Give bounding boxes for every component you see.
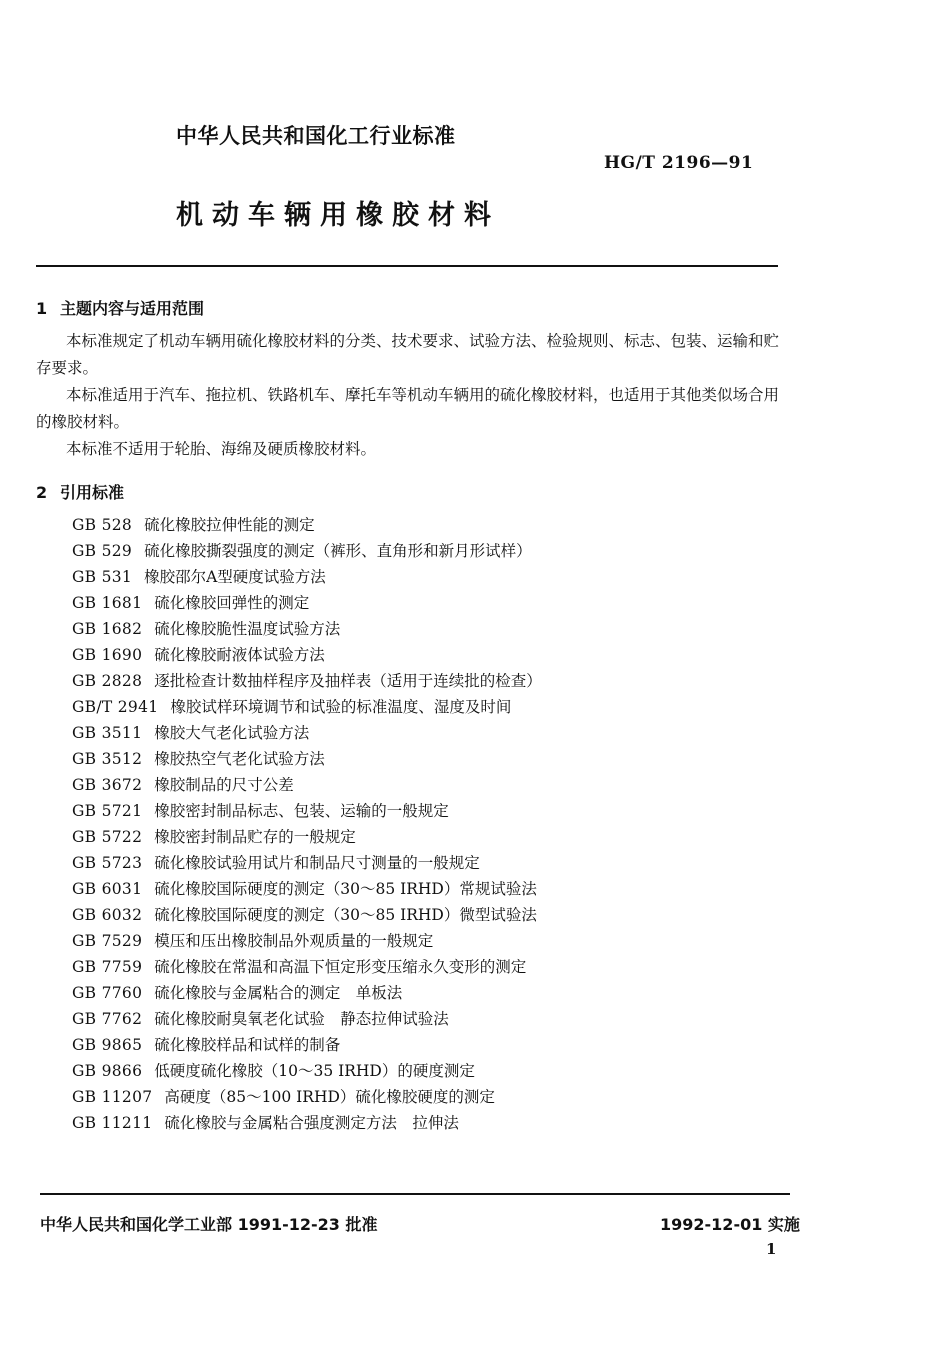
reference-title: 橡胶试样环境调节和试验的标准温度、湿度及时间 xyxy=(170,698,512,716)
section-1-paragraph-1: 本标准规定了机动车辆用硫化橡胶材料的分类、技术要求、试验方法、检验规则、标志、包装、运输和贮存要求。 xyxy=(36,332,780,377)
reference-item xyxy=(72,876,542,902)
reference-code: GB 11207 xyxy=(72,1088,153,1106)
reference-item xyxy=(72,538,542,564)
reference-title: 硫化橡胶耐臭氧老化试验 静态拉伸试验法 xyxy=(154,1010,449,1028)
reference-title: 高硬度（85～100 IRHD）硫化橡胶硬度的测定 xyxy=(164,1088,495,1106)
reference-code: GB 529 xyxy=(72,542,133,560)
reference-item xyxy=(72,720,542,746)
reference-item xyxy=(72,616,542,642)
reference-code: GB 6032 xyxy=(72,906,143,924)
reference-item xyxy=(72,850,542,876)
reference-title: 硫化橡胶试验用试片和制品尺寸测量的一般规定 xyxy=(154,854,480,872)
document-title: 机动车辆用橡胶材料 xyxy=(176,200,500,231)
reference-code: GB 3672 xyxy=(72,776,143,794)
reference-title: 逐批检查计数抽样程序及抽样表（适用于连续批的检查） xyxy=(154,672,542,690)
reference-code: GB 2828 xyxy=(72,672,143,690)
reference-code: GB 9865 xyxy=(72,1036,143,1054)
section-2-title: 引用标准 xyxy=(60,483,125,502)
reference-title: 硫化橡胶脆性温度试验方法 xyxy=(154,620,341,638)
reference-title: 硫化橡胶样品和试样的制备 xyxy=(154,1036,341,1054)
reference-title: 硫化橡胶在常温和高温下恒定形变压缩永久变形的测定 xyxy=(154,958,527,976)
reference-code: GB 7762 xyxy=(72,1010,143,1028)
reference-code: GB 5721 xyxy=(72,802,143,820)
reference-title: 橡胶热空气老化试验方法 xyxy=(154,750,325,768)
section-1-number: 1 xyxy=(36,299,48,318)
standard-name: 中华人民共和国化工行业标准 xyxy=(176,123,456,148)
reference-title: 硫化橡胶撕裂强度的测定（裤形、直角形和新月形试样） xyxy=(144,542,532,560)
reference-code: GB 1681 xyxy=(72,594,143,612)
header-divider xyxy=(36,265,778,267)
standard-code: HG/T 2196—91 xyxy=(604,153,754,173)
reference-title: 低硬度硫化橡胶（10～35 IRHD）的硬度测定 xyxy=(154,1062,475,1080)
footer-divider xyxy=(40,1193,790,1195)
section-1-paragraph-2: 本标准适用于汽车、拖拉机、铁路机车、摩托车等机动车辆用的硫化橡胶材料，也适用于其他类似场合用的橡胶材料。 xyxy=(36,386,780,431)
reference-item xyxy=(72,1006,542,1032)
reference-title: 橡胶密封制品标志、包装、运输的一般规定 xyxy=(154,802,449,820)
reference-list xyxy=(72,512,542,1136)
reference-title: 硫化橡胶拉伸性能的测定 xyxy=(144,516,315,534)
reference-item xyxy=(72,928,542,954)
reference-code: GB 3511 xyxy=(72,724,143,742)
reference-code: GB 7529 xyxy=(72,932,143,950)
reference-code: GB 531 xyxy=(72,568,133,586)
reference-code: GB 7759 xyxy=(72,958,143,976)
section-1-paragraph-3: 本标准不适用于轮胎、海绵及硬质橡胶材料。 xyxy=(66,440,377,458)
reference-item xyxy=(72,746,542,772)
reference-item xyxy=(72,668,542,694)
reference-code: GB/T 2941 xyxy=(72,698,159,716)
reference-code: GB 1682 xyxy=(72,620,143,638)
reference-title: 硫化橡胶回弹性的测定 xyxy=(154,594,310,612)
reference-code: GB 1690 xyxy=(72,646,143,664)
section-1-title: 主题内容与适用范围 xyxy=(60,299,205,318)
reference-item xyxy=(72,694,542,720)
reference-title: 硫化橡胶与金属粘合的测定 单板法 xyxy=(154,984,403,1002)
reference-item xyxy=(72,1058,542,1084)
reference-title: 硫化橡胶耐液体试验方法 xyxy=(154,646,325,664)
reference-code: GB 5722 xyxy=(72,828,143,846)
reference-item xyxy=(72,1032,542,1058)
reference-item xyxy=(72,772,542,798)
reference-code: GB 7760 xyxy=(72,984,143,1002)
reference-title: 模压和压出橡胶制品外观质量的一般规定 xyxy=(154,932,434,950)
reference-code: GB 528 xyxy=(72,516,133,534)
reference-item xyxy=(72,902,542,928)
reference-code: GB 9866 xyxy=(72,1062,143,1080)
reference-item xyxy=(72,798,542,824)
reference-title: 橡胶大气老化试验方法 xyxy=(154,724,310,742)
reference-item xyxy=(72,512,542,538)
reference-code: GB 3512 xyxy=(72,750,143,768)
reference-item xyxy=(72,590,542,616)
reference-code: GB 11211 xyxy=(72,1114,153,1132)
page-number: 1 xyxy=(766,1240,777,1258)
reference-item xyxy=(72,954,542,980)
implementation-date: 1992-12-01 实施 xyxy=(660,1215,800,1234)
reference-item xyxy=(72,564,542,590)
reference-item xyxy=(72,1110,542,1136)
reference-title: 橡胶密封制品贮存的一般规定 xyxy=(154,828,356,846)
reference-title: 橡胶制品的尺寸公差 xyxy=(154,776,294,794)
section-1-heading xyxy=(36,296,204,319)
reference-item xyxy=(72,824,542,850)
reference-title: 硫化橡胶国际硬度的测定（30～85 IRHD）微型试验法 xyxy=(154,906,537,924)
reference-title: 硫化橡胶与金属粘合强度测定方法 拉伸法 xyxy=(164,1114,459,1132)
reference-title: 硫化橡胶国际硬度的测定（30～85 IRHD）常规试验法 xyxy=(154,880,537,898)
approval-line: 中华人民共和国化学工业部 1991-12-23 批准 xyxy=(40,1215,378,1234)
reference-title: 橡胶邵尔A型硬度试验方法 xyxy=(144,568,326,586)
reference-code: GB 6031 xyxy=(72,880,143,898)
section-2-heading xyxy=(36,480,124,503)
section-2-number: 2 xyxy=(36,483,48,502)
reference-item xyxy=(72,642,542,668)
reference-item xyxy=(72,1084,542,1110)
reference-item xyxy=(72,980,542,1006)
reference-code: GB 5723 xyxy=(72,854,143,872)
